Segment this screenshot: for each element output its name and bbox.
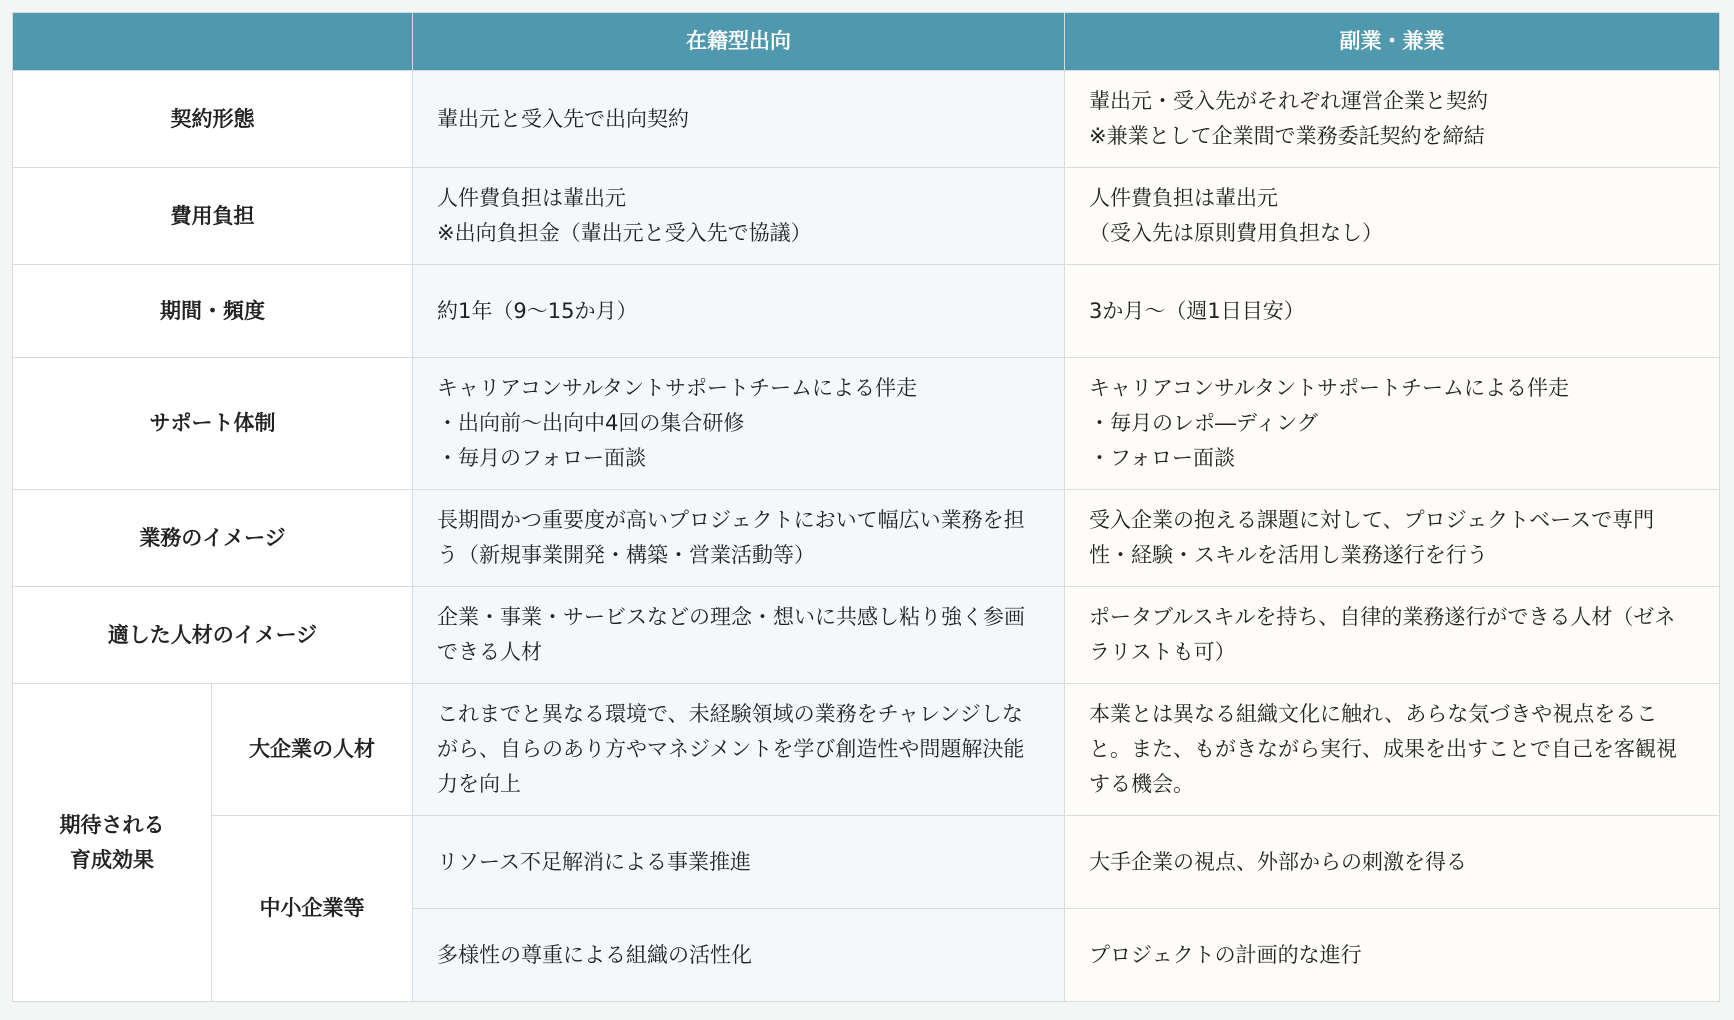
cell-line: キャリアコンサルタントサポートチームによる伴走	[437, 376, 918, 400]
cell-effect-large-secondment	[413, 684, 1065, 816]
row-talent	[13, 587, 1720, 684]
row-label-contract: 契約形態	[13, 71, 413, 168]
cell-line: リソース不足解消による事業推進	[437, 849, 751, 874]
row-label-effect	[13, 684, 212, 1002]
row-label-effect-line1: 期待される	[59, 812, 165, 837]
cell-support-secondment	[413, 358, 1065, 490]
row-period	[13, 265, 1720, 358]
cell-effect-sme-side-job-2	[1065, 909, 1720, 1002]
header-row	[13, 13, 1720, 71]
header-empty-cell	[13, 13, 413, 71]
cell-line: プロジェクトの計画的な進行	[1089, 942, 1362, 967]
row-label-talent: 適した人材のイメージ	[13, 587, 413, 684]
cell-line: ・フォロー面談	[1089, 446, 1235, 470]
row-contract	[13, 71, 1720, 168]
cell-effect-sme-side-job-1	[1065, 816, 1720, 909]
cell-support-side-job	[1065, 358, 1720, 490]
row-label-period: 期間・頻度	[13, 265, 413, 358]
cell-text: 受入企業の抱える課題に対して、プロジェクトベースで専門性・経験・スキルを活用し業務遂行を行う	[1089, 508, 1655, 567]
cell-cost-side-job	[1065, 168, 1720, 265]
cell-effect-sme-secondment-1	[413, 816, 1065, 909]
cell-period-secondment	[413, 265, 1065, 358]
cell-talent-side-job	[1065, 587, 1720, 684]
row-effect-large	[13, 684, 1720, 816]
row-effect-sme-1	[13, 816, 1720, 909]
cell-text: 企業・事業・サービスなどの理念・想いに共感し粘り強く参画できる人材	[437, 605, 1025, 664]
cell-line: ・毎月のフォロー面談	[437, 446, 646, 470]
cell-line: 人件費負担は輩出元	[1089, 186, 1278, 210]
cell-line: 大手企業の視点、外部からの刺激を得る	[1089, 849, 1467, 874]
cell-line: ※兼業として企業間で業務委託契約を締結	[1089, 124, 1485, 148]
row-support	[13, 358, 1720, 490]
row-label-cost: 費用負担	[13, 168, 413, 265]
cell-line: ※出向負担金（輩出元と受入先で協議）	[437, 221, 812, 245]
cell-text: 本業とは異なる組織文化に触れ、あらな気づきや視点をること。また、もがきながら実行、成果を出すことで自己を客観視する機会。	[1089, 702, 1677, 796]
cell-line: 輩出元・受入先がそれぞれ運営企業と契約	[1089, 89, 1488, 113]
cell-contract-secondment	[413, 71, 1065, 168]
sub-label-large-company: 大企業の人材	[212, 684, 413, 816]
cell-line: ・出向前〜出向中4回の集合研修	[437, 411, 745, 435]
cell-period-side-job	[1065, 265, 1720, 358]
cell-contract-side-job	[1065, 71, 1720, 168]
header-col-side-job: 副業・兼業	[1065, 13, 1720, 71]
cell-line: キャリアコンサルタントサポートチームによる伴走	[1089, 376, 1570, 400]
cell-text: これまでと異なる環境で、未経験領域の業務をチャレンジしながら、自らのあり方やマネジメントを学び創造性や問題解決能力を向上	[437, 702, 1025, 796]
comparison-table-wrapper	[12, 12, 1719, 1002]
cell-line: 約1年（9〜15か月）	[437, 298, 638, 323]
cell-line: 輩出元と受入先で出向契約	[437, 106, 689, 131]
row-label-effect-line2: 育成効果	[70, 847, 154, 872]
cell-line: 多様性の尊重による組織の活性化	[437, 942, 752, 967]
cell-effect-large-side-job	[1065, 684, 1720, 816]
cell-line: ・毎月のレポ―ディング	[1089, 411, 1318, 435]
row-label-support: サポート体制	[13, 358, 413, 490]
comparison-table	[12, 12, 1720, 1002]
cell-work-secondment	[413, 490, 1065, 587]
cell-line: （受入先は原則費用負担なし）	[1089, 221, 1383, 245]
cell-talent-secondment	[413, 587, 1065, 684]
row-label-work: 業務のイメージ	[13, 490, 413, 587]
row-cost	[13, 168, 1720, 265]
cell-text: 長期間かつ重要度が高いプロジェクトにおいて幅広い業務を担う（新規事業開発・構築・営業活動等）	[437, 508, 1025, 567]
header-col-secondment: 在籍型出向	[413, 13, 1065, 71]
cell-effect-sme-secondment-2	[413, 909, 1065, 1002]
cell-text: ポータブルスキルを持ち、自律的業務遂行ができる人材（ゼネラリストも可）	[1089, 605, 1676, 664]
cell-cost-secondment	[413, 168, 1065, 265]
cell-work-side-job	[1065, 490, 1720, 587]
sub-label-sme: 中小企業等	[212, 816, 413, 1002]
row-work	[13, 490, 1720, 587]
cell-line: 人件費負担は輩出元	[437, 186, 626, 210]
cell-line: 3か月〜（週1日目安）	[1089, 298, 1305, 323]
